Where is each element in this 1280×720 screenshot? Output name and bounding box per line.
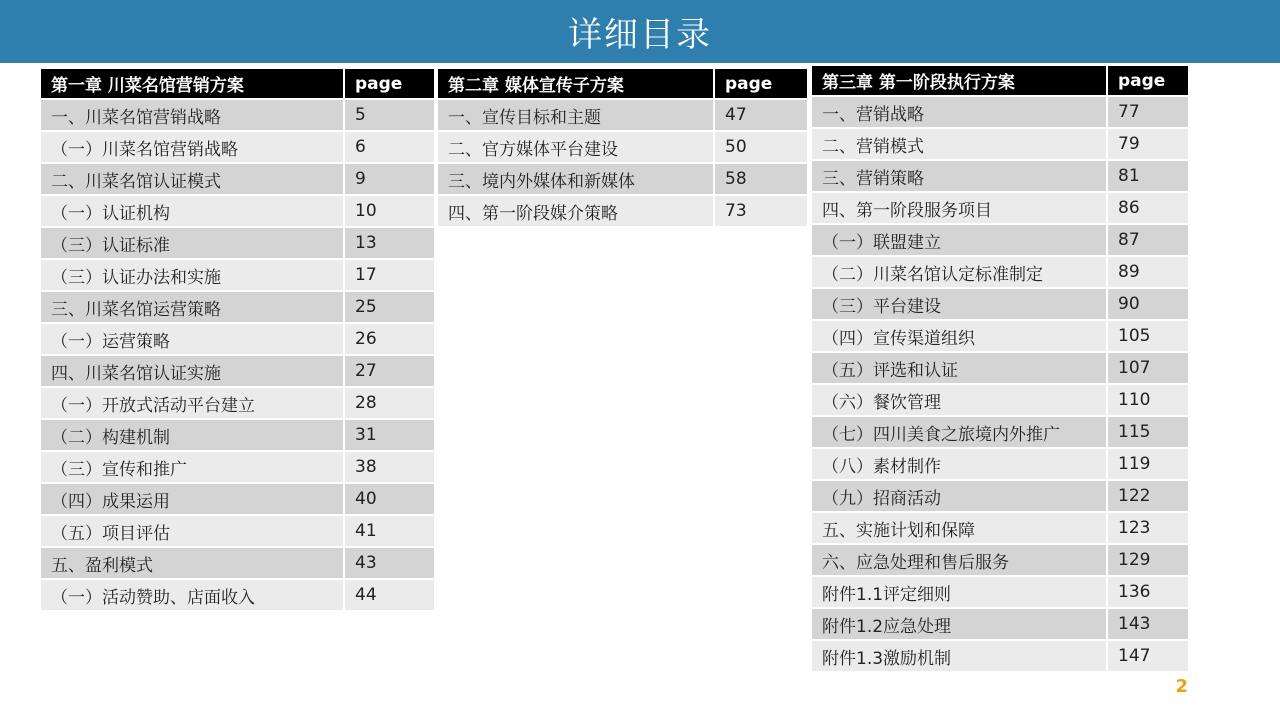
page-column-heading: page: [713, 69, 807, 98]
table-row: [812, 545, 1188, 575]
toc-entry-page: 13: [343, 228, 434, 258]
toc-entry-page: 129: [1106, 545, 1188, 575]
toc-entry-title: 附件1.3激励机制: [812, 641, 1106, 671]
toc-entry-page: 6: [343, 132, 434, 162]
table-row: [41, 548, 434, 578]
toc-entry-page: 110: [1106, 385, 1188, 415]
toc-entry-page: 89: [1106, 257, 1188, 287]
table-row: [41, 132, 434, 162]
toc-entry-page: 27: [343, 356, 434, 386]
table-row: [812, 481, 1188, 511]
toc-entry-title: （一）开放式活动平台建立: [41, 388, 343, 418]
toc-entry-page: 105: [1106, 321, 1188, 351]
toc-entry-title: 一、营销战略: [812, 97, 1106, 127]
toc-entry-title: （七）四川美食之旅境内外推广: [812, 417, 1106, 447]
table-row: [812, 193, 1188, 223]
toc-entry-page: 9: [343, 164, 434, 194]
toc-entry-page: 107: [1106, 353, 1188, 383]
toc-entry-title: 一、川菜名馆营销战略: [41, 100, 343, 130]
table-row: [438, 164, 807, 194]
toc-entry-title: 四、川菜名馆认证实施: [41, 356, 343, 386]
toc-entry-title: 四、第一阶段媒介策略: [438, 196, 713, 226]
table-row: [438, 196, 807, 226]
toc-entry-title: 二、川菜名馆认证模式: [41, 164, 343, 194]
table-row: [438, 100, 807, 130]
table-row: [812, 577, 1188, 607]
toc-entry-title: 五、实施计划和保障: [812, 513, 1106, 543]
table-row: [812, 129, 1188, 159]
toc-entry-title: 三、川菜名馆运营策略: [41, 292, 343, 322]
toc-entry-title: （一）认证机构: [41, 196, 343, 226]
table-row: [812, 385, 1188, 415]
table-row: [438, 132, 807, 162]
toc-entry-page: 122: [1106, 481, 1188, 511]
toc-table-chapter-2: [438, 67, 807, 228]
toc-entry-page: 40: [343, 484, 434, 514]
title-bar: [0, 0, 1280, 63]
toc-entry-page: 5: [343, 100, 434, 130]
toc-entry-title: 附件1.2应急处理: [812, 609, 1106, 639]
toc-entry-title: （五）评选和认证: [812, 353, 1106, 383]
toc-entry-page: 79: [1106, 129, 1188, 159]
page-title: 详细目录: [568, 15, 712, 55]
toc-entry-page: 47: [713, 100, 807, 130]
toc-entry-title: 三、营销策略: [812, 161, 1106, 191]
table-row: [812, 257, 1188, 287]
toc-table-chapter-3: [812, 64, 1188, 673]
toc-entry-title: （九）招商活动: [812, 481, 1106, 511]
toc-entry-page: 43: [343, 548, 434, 578]
page-column-heading: page: [343, 69, 434, 98]
toc-entry-title: 六、应急处理和售后服务: [812, 545, 1106, 575]
toc-entry-page: 90: [1106, 289, 1188, 319]
table-row: [812, 289, 1188, 319]
toc-entry-page: 73: [713, 196, 807, 226]
chapter-heading: 第二章 媒体宣传子方案: [438, 69, 713, 98]
toc-entry-page: 50: [713, 132, 807, 162]
toc-entry-page: 58: [713, 164, 807, 194]
toc-entry-title: 四、第一阶段服务项目: [812, 193, 1106, 223]
toc-entry-title: 五、盈利模式: [41, 548, 343, 578]
toc-entry-page: 10: [343, 196, 434, 226]
table-row: [41, 324, 434, 354]
table-row: [41, 420, 434, 450]
table-row: [41, 356, 434, 386]
toc-entry-title: 三、境内外媒体和新媒体: [438, 164, 713, 194]
table-row: [41, 388, 434, 418]
chapter-heading: 第一章 川菜名馆营销方案: [41, 69, 343, 98]
toc-entry-page: 147: [1106, 641, 1188, 671]
table-row: [812, 449, 1188, 479]
toc-entry-title: （八）素材制作: [812, 449, 1106, 479]
toc-entry-title: （一）川菜名馆营销战略: [41, 132, 343, 162]
table-row: [812, 353, 1188, 383]
toc-entry-page: 81: [1106, 161, 1188, 191]
table-row: [812, 513, 1188, 543]
table-row: [812, 417, 1188, 447]
toc-entry-page: 17: [343, 260, 434, 290]
toc-entry-title: （五）项目评估: [41, 516, 343, 546]
toc-entry-title: （一）活动赞助、店面收入: [41, 580, 343, 610]
toc-entry-page: 123: [1106, 513, 1188, 543]
chapter-heading: 第三章 第一阶段执行方案: [812, 66, 1106, 95]
table-row: [812, 641, 1188, 671]
toc-entry-page: 119: [1106, 449, 1188, 479]
table-row: [41, 196, 434, 226]
toc-entry-page: 115: [1106, 417, 1188, 447]
toc-entry-page: 28: [343, 388, 434, 418]
toc-entry-page: 143: [1106, 609, 1188, 639]
table-row: [41, 164, 434, 194]
table-row: [812, 225, 1188, 255]
page-column-heading: page: [1106, 66, 1188, 95]
toc-entry-title: 附件1.1评定细则: [812, 577, 1106, 607]
toc-table-chapter-1: [41, 67, 434, 612]
table-row: [41, 292, 434, 322]
table-row: [41, 228, 434, 258]
table-row: [812, 97, 1188, 127]
toc-entry-page: 38: [343, 452, 434, 482]
toc-entry-title: （二）构建机制: [41, 420, 343, 450]
table-row: [41, 452, 434, 482]
table-row: [41, 516, 434, 546]
toc-entry-page: 26: [343, 324, 434, 354]
toc-entry-title: （三）宣传和推广: [41, 452, 343, 482]
toc-entry-title: 二、官方媒体平台建设: [438, 132, 713, 162]
toc-entry-page: 77: [1106, 97, 1188, 127]
toc-entry-page: 41: [343, 516, 434, 546]
table-row: [41, 260, 434, 290]
table-row: [41, 100, 434, 130]
slide-number: 2: [1175, 676, 1188, 697]
table-row: [812, 161, 1188, 191]
table-row: [41, 484, 434, 514]
toc-entry-title: （三）平台建设: [812, 289, 1106, 319]
table-row: [812, 321, 1188, 351]
toc-entry-page: 86: [1106, 193, 1188, 223]
toc-entry-title: （四）宣传渠道组织: [812, 321, 1106, 351]
toc-entry-page: 25: [343, 292, 434, 322]
toc-entry-title: （六）餐饮管理: [812, 385, 1106, 415]
toc-entry-title: （三）认证标准: [41, 228, 343, 258]
toc-entry-page: 44: [343, 580, 434, 610]
toc-entry-title: 一、宣传目标和主题: [438, 100, 713, 130]
toc-entry-page: 136: [1106, 577, 1188, 607]
toc-entry-title: （二）川菜名馆认定标准制定: [812, 257, 1106, 287]
toc-entry-title: 二、营销模式: [812, 129, 1106, 159]
table-row: [812, 609, 1188, 639]
toc-entry-title: （三）认证办法和实施: [41, 260, 343, 290]
toc-entry-title: （四）成果运用: [41, 484, 343, 514]
toc-entry-page: 87: [1106, 225, 1188, 255]
toc-entry-title: （一）联盟建立: [812, 225, 1106, 255]
toc-entry-page: 31: [343, 420, 434, 450]
table-row: [41, 580, 434, 610]
toc-entry-title: （一）运营策略: [41, 324, 343, 354]
